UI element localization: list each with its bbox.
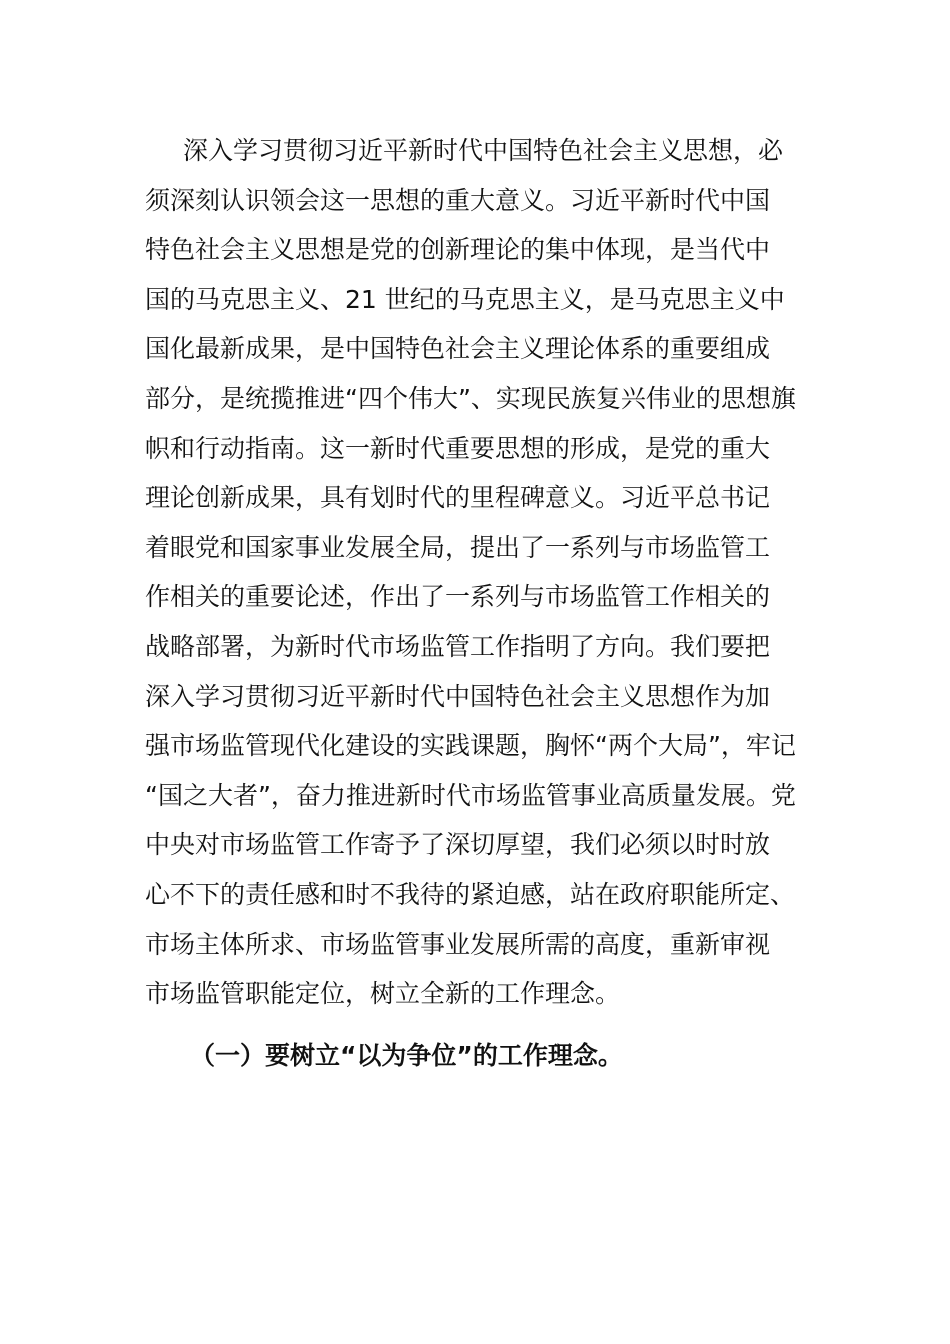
paragraph-line: 帜和行动指南。这一新时代重要思想的形成，是党的重大 <box>145 433 771 463</box>
paragraph-line: 特色社会主义思想是党的创新理论的集中体现，是当代中 <box>145 235 771 265</box>
paragraph-line: 理论创新成果，具有划时代的里程碑意义。习近平总书记 <box>145 483 771 513</box>
paragraph-line: 作相关的重要论述，作出了一系列与市场监管工作相关的 <box>145 582 771 612</box>
paragraph-line: 战略部署，为新时代市场监管工作指明了方向。我们要把 <box>145 631 771 661</box>
paragraph-line: 深入学习贯彻习近平新时代中国特色社会主义思想作为加 <box>145 681 771 711</box>
section-heading: （一）要树立“以为争位”的工作理念。 <box>190 1041 623 1070</box>
body-paragraph <box>145 126 807 1019</box>
paragraph-line: 国的马克思主义、21 世纪的马克思主义，是马克思主义中 <box>145 284 785 314</box>
paragraph-line: 中央对市场监管工作寄予了深切厚望，我们必须以时时放 <box>145 830 771 860</box>
paragraph-line: 部分，是统揽推进“四个伟大”、实现民族复兴伟业的思想旗 <box>145 383 796 413</box>
paragraph-line: 深入学习贯彻习近平新时代中国特色社会主义思想，必 <box>183 136 784 165</box>
paragraph-line: 市场主体所求、市场监管事业发展所需的高度，重新审视 <box>145 929 771 959</box>
paragraph-line: 强市场监管现代化建设的实践课题，胸怀“两个大局”，牢记 <box>145 731 796 761</box>
paragraph-line: 国化最新成果，是中国特色社会主义理论体系的重要组成 <box>145 334 771 364</box>
paragraph-line: 须深刻认识领会这一思想的重大意义。习近平新时代中国 <box>145 185 771 215</box>
paragraph-line: 着眼党和国家事业发展全局，提出了一系列与市场监管工 <box>145 532 771 562</box>
paragraph-line: 心不下的责任感和时不我待的紧迫感，站在政府职能所定、 <box>145 879 796 909</box>
paragraph-line: “国之大者”，奋力推进新时代市场监管事业高质量发展。党 <box>145 780 796 810</box>
paragraph-line: 市场监管职能定位，树立全新的工作理念。 <box>145 979 621 1009</box>
